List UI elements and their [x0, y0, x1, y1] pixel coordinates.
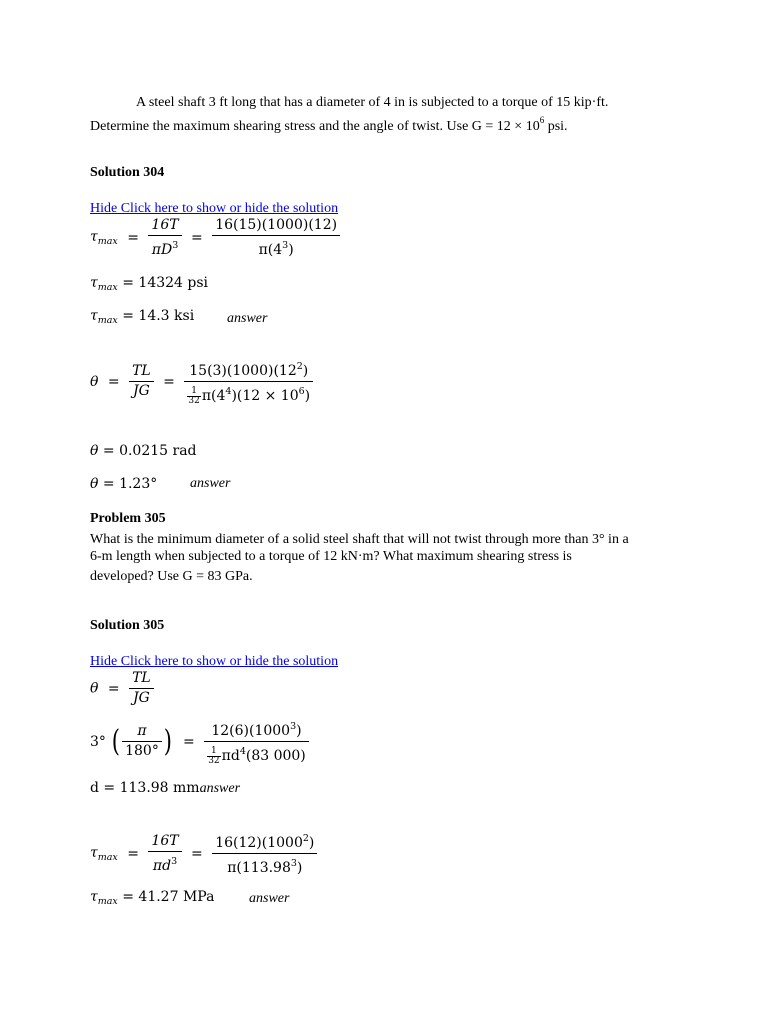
equation-tau-max-formula: $\tau_{max}$ = $\frac{16T}{\pi D^3}$ = $\frac{16(15)(1000)(12)}{\pi(4^3)}$ — [90, 217, 340, 259]
equation-theta-rad: θ = 0.0215 rad — [90, 443, 197, 459]
fraction-tau-values: $\frac{16(15)(1000)(12)}{\pi(4^3)}$ — [212, 217, 340, 259]
problem-305-line-1: What is the minimum diameter of a solid steel shaft that will not twist through more than 3° in a — [90, 532, 629, 547]
fraction-16T-over-pid3: $\frac{16T}{\pi d^3}$ — [148, 833, 181, 875]
equation-diameter-result: d = 113.98 mmanswer — [90, 780, 241, 796]
equation-tau-max-formula-305: $\tau_{max}$ = $\frac{16T}{\pi d^3}$ = $\frac{16(12)(1000^2)}{\pi(113.98^3)}$ — [90, 830, 317, 877]
answer-label: answer — [190, 476, 231, 491]
fraction-tau-values-305: $\frac{16(12)(1000^2)}{\pi(113.98^3)}$ — [212, 830, 317, 877]
equation-theta-formula-305: θ = $\frac{TL}{JG}$ — [90, 670, 154, 707]
problem-304-line-2: Determine the maximum shearing stress and the angle of twist. Use $G = 12 \times 10^6$ psi. — [90, 115, 568, 134]
answer-label: answer — [227, 311, 268, 326]
fraction-TL-over-JG: $\frac{TL}{JG}$ — [129, 363, 154, 400]
equation-tau-max-psi: $\tau_{max} = 14324$ psi — [90, 275, 209, 293]
problem-304-line-1: A steel shaft 3 ft long that has a diameter of 4 in is subjected to a torque of 15 kip·ft. — [136, 95, 609, 110]
equation-angle-conversion: 3° ( $\frac{\pi}{180^\circ}$ ) = 12(6)(1000$^3$) $\frac{1}{32}$ $\pi d^4(83$ 000) — [90, 718, 309, 766]
equation-theta-deg: θ = 1.23° — [90, 476, 158, 492]
equation-theta-formula: θ = $\frac{TL}{JG}$ = $15(3)(1000)(12^2)$ $\frac{1}{32}$ $\pi(4^4)(12 \times 10^6)$ — [90, 358, 313, 406]
answer-label: answer — [249, 891, 290, 906]
fraction-16T-over-piD3: $\frac{16T}{\pi D^3}$ — [148, 217, 181, 259]
equation-tau-max-ksi: $\tau_{max} = 14.3$ ksi — [90, 308, 195, 326]
equation-tau-max-mpa: $\tau_{max} = 41.27$ MPa — [90, 889, 215, 907]
fraction-TL-over-JG: $\frac{TL}{JG}$ — [129, 670, 154, 707]
solution-304-heading: Solution 304 — [90, 165, 165, 180]
solution-305-toggle-link[interactable]: Hide Click here to show or hide the solution — [90, 654, 339, 669]
fraction-angle-values: 12(6)(1000$^3$) $\frac{1}{32}$ $\pi d^4(83$ 000) — [204, 718, 309, 766]
fraction-pi-over-180: $\frac{\pi}{180^\circ}$ — [122, 723, 162, 760]
solution-305-heading: Solution 305 — [90, 618, 165, 633]
problem-305-line-2: 6-m length when subjected to a torque of 12 kN·m? What maximum shearing stress is — [90, 549, 572, 564]
problem-305-heading: Problem 305 — [90, 511, 166, 526]
solution-304-toggle-link[interactable]: Hide Click here to show or hide the solution — [90, 201, 339, 216]
fraction-theta-values: $15(3)(1000)(12^2)$ $\frac{1}{32}$ $\pi(4^4)(12 \times 10^6)$ — [184, 358, 313, 406]
problem-305-line-3: developed? Use G = 83 GPa. — [90, 569, 253, 584]
